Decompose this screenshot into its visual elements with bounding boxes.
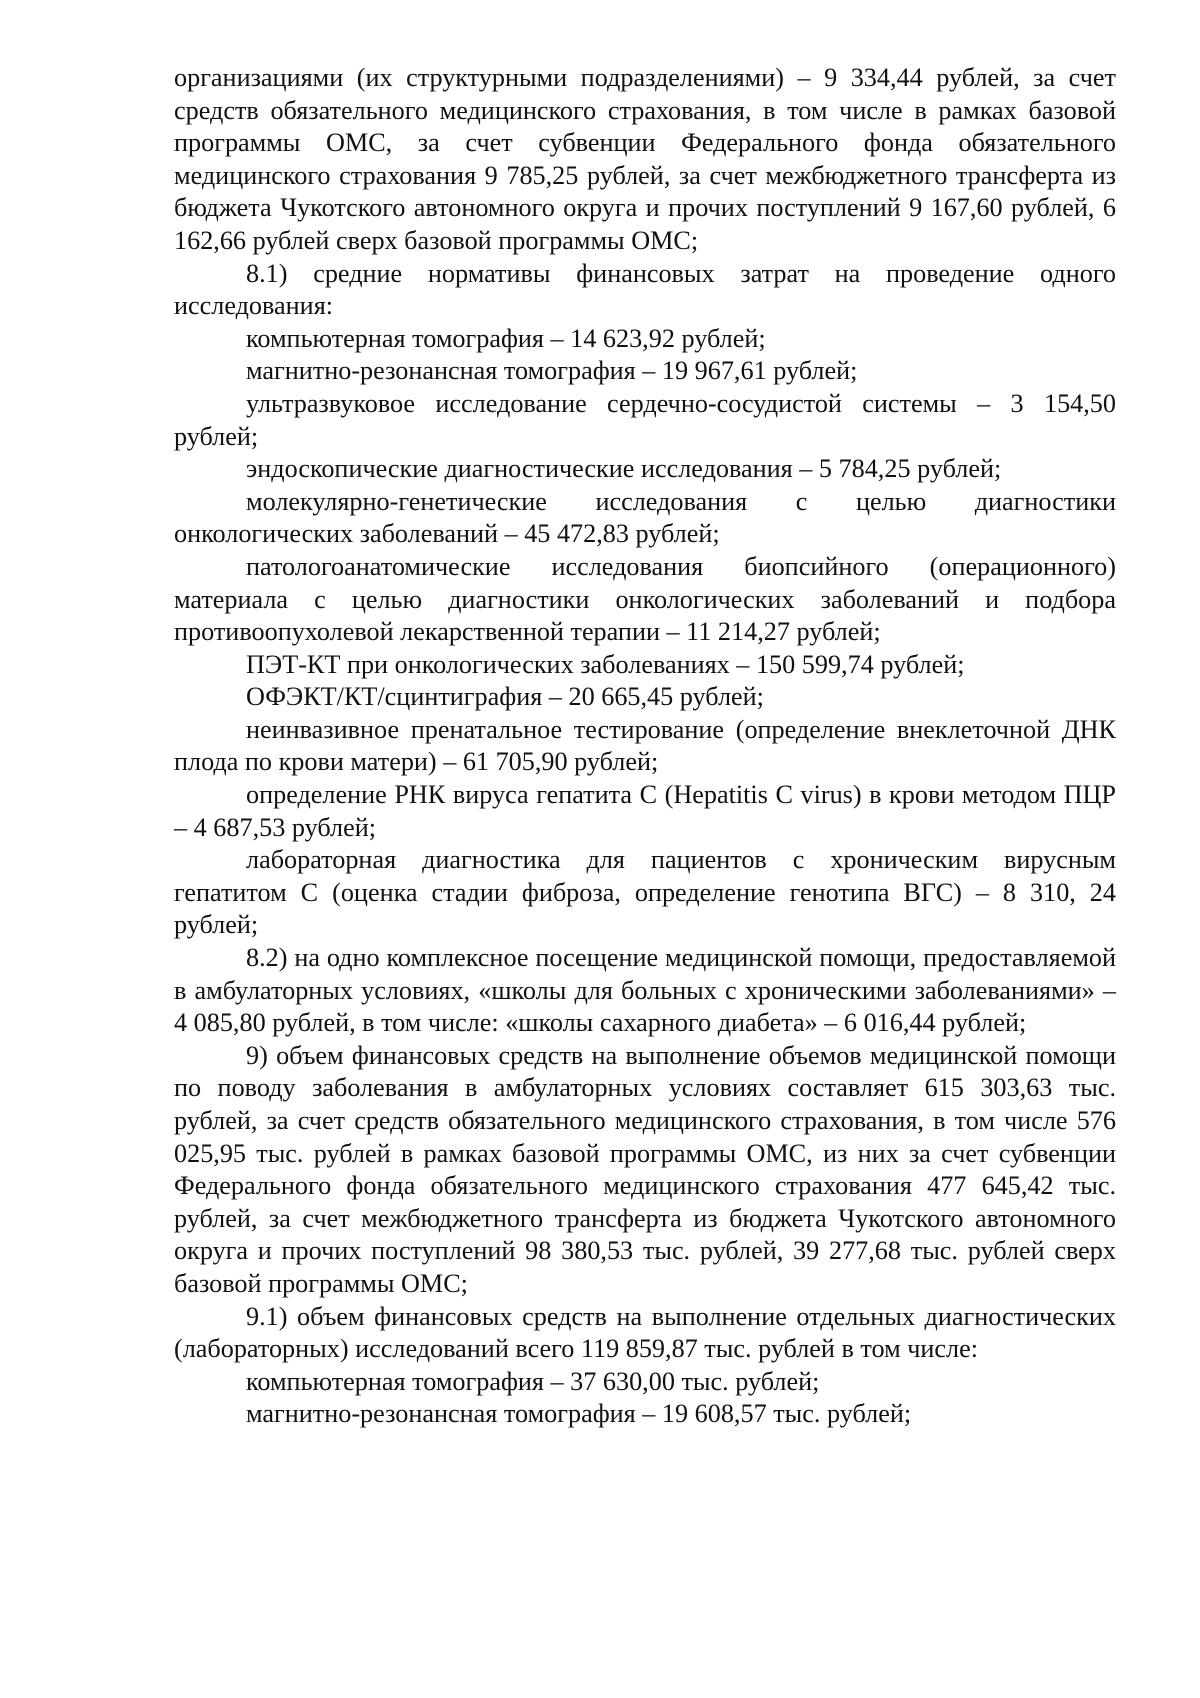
paragraph-8-1: 8.1) средние нормативы финансовых затрат на проведение одного исследования:: [174, 258, 1116, 321]
paragraph-9-1: 9.1) объем финансовых средств на выполнение отдельных диагностических (лабораторных) исследований всего 119 859,87 тыс. рублей в том числе:: [174, 1301, 1116, 1364]
list-item-pathology: патологоанатомические исследования биопсийного (операционного) материала с целью диагностики онкологических заболеваний и подбора противоопухолевой лекарственной терапии – 11 214,27 рублей;: [174, 551, 1116, 647]
list-item-hcv-lab: лабораторная диагностика для пациентов с хроническим вирусным гепатитом С (оценка стадии фиброза, определение генотипа ВГС) – 8 310, 24 рублей;: [174, 845, 1116, 940]
list-item-ct: компьютерная томография – 14 623,92 рублей;: [246, 323, 766, 353]
paragraph-9: 9) объем финансовых средств на выполнение объемов медицинской помощи по поводу заболевания в амбулаторных условиях составляет 615 303,63 тыс. рублей, за счет средств обязательного медицинского страхования, в том числе 576 025,95 тыс. рублей в рамках базовой программы ОМС, из них за счет субвенции Федерального фонда обязательного медицинского страхования 477 645,42 тыс. рублей, за счет межбюджетного трансферта из бюджета Чукотского автономного округа и прочих поступлений 98 380,53 тыс. рублей, 39 277,68 тыс. рублей сверх базовой программы ОМС;: [174, 1040, 1116, 1298]
list-item-spect: ОФЭКТ/КТ/сцинтиграфия – 20 665,45 рублей;: [246, 682, 764, 712]
list-item-mri: магнитно-резонансная томография – 19 967,61 рублей;: [246, 356, 858, 386]
list-item-prenatal-test: неинвазивное пренатальное тестирование (определение внеклеточной ДНК плода по крови матери) – 61 705,90 рублей;: [174, 714, 1116, 777]
list-item-ultrasound: ультразвуковое исследование сердечно-сосудистой системы – 3 154,50 рублей;: [174, 388, 1116, 451]
list-item-molecular-genetic: молекулярно-генетические исследования с целью диагностики онкологических заболеваний – 45 472,83 рублей;: [174, 486, 1116, 549]
list-item-pet-ct: ПЭТ-КТ при онкологических заболеваниях – 150 599,74 рублей;: [246, 649, 965, 679]
list-item-endoscopy: эндоскопические диагностические исследования – 5 784,25 рублей;: [246, 454, 1002, 484]
paragraph-continuation: организациями (их структурными подразделениями) – 9 334,44 рублей, за счет средств обязательного медицинского страхования, в том числе в рамках базовой программы ОМС, за счет субвенции Федерального фонда обязательного медицинского страхования 9 785,25 рублей, за счет межбюджетного трансферта из бюджета Чукотского автономного округа и прочих поступлений 9 167,60 рублей, 6 162,66 рублей сверх базовой программы ОМС;: [174, 63, 1116, 255]
paragraph-8-2: 8.2) на одно комплексное посещение медицинской помощи, предоставляемой в амбулаторных условиях, «школы для больных с хроническими заболеваниями» – 4 085,80 рублей, в том числе: «школы сахарного диабета» – 6 016,44 рублей;: [174, 943, 1116, 1038]
list-item-ct-volume: компьютерная томография – 37 630,00 тыс. рублей;: [246, 1366, 820, 1396]
list-item-mri-volume: магнитно-резонансная томография – 19 608,57 тыс. рублей;: [246, 1399, 912, 1429]
list-item-hcv-rna: определение РНК вируса гепатита С (Hepatitis C virus) в крови методом ПЦР – 4 687,53 рублей;: [174, 780, 1116, 842]
